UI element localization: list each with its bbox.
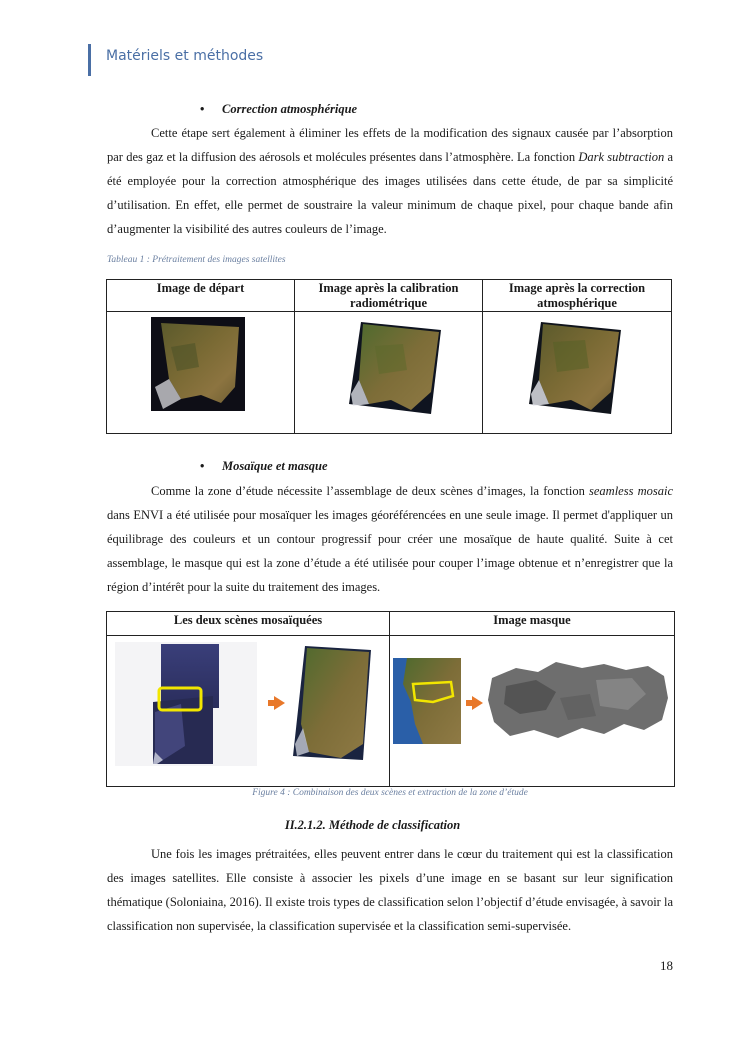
table1-header-depart: Image de départ [107, 280, 295, 312]
header-section-title: Matériels et méthodes [106, 48, 264, 64]
bullet-title: Correction atmosphérique [222, 102, 358, 116]
page-number: 18 [660, 958, 673, 973]
arrow-icon [472, 696, 483, 710]
table2-header-scenes: Les deux scènes mosaïquées [107, 612, 390, 636]
satellite-image-original [151, 317, 247, 413]
figure4-caption: Figure 4 : Combinaison des deux scènes et extraction de la zone d’étude [252, 788, 528, 798]
study-area-map [393, 658, 461, 744]
satellite-image-calibrated [345, 318, 445, 418]
paragraph-mosaique: Comme la zone d’étude nécessite l’assemblage de deux scènes d’images, la fonction seamless mosaic dans ENVI a été utilisée pour mosaïquer les images géoréférencées en une seule image. Il permet d'appliquer un équilibrage des couleurs et un contour progressif pour créer une mosaïque de haute qualité. Suite à cet assemblage, le masque qui est la zone d’étude a été utilisée pour couper l’image obtenue et n’enregistrer que la région d’intérêt pour la suite du traitement des images. [107, 484, 673, 594]
table1-caption: Tableau 1 : Prétraitement des images satellites [107, 255, 286, 265]
table-mosaique [106, 611, 675, 787]
mosaic-result-image [291, 644, 373, 764]
satellite-image-corrected [525, 318, 625, 418]
masked-image [486, 658, 670, 742]
paragraph-correction: Cette étape sert également à éliminer les effets de la modification des signaux causée par l’absorption par des gaz et la diffusion des aérosols et molécules présentes dans l’atmosphère. La fonction Dark subtraction a été employée pour la correction atmosphérique des images utilisées dans cette étude, de par sa simplicité d’utilisation. En effet, elle permet de soustraire la valeur minimum de chaque pixel, pour chaque bande afin d’augmenter la visibilité des autres couleurs de l’image. [107, 126, 673, 236]
bullet-mosaique-masque: • Mosaïque et masque [200, 459, 328, 473]
table1-header-calibration: Image après la calibration radiométrique [295, 280, 483, 312]
subheading-classification: II.2.1.2. Méthode de classification [284, 818, 461, 832]
bullet-correction-atmospherique: • Correction atmosphérique [200, 102, 358, 116]
table2-header-masque: Image masque [390, 612, 675, 636]
table1-header-correction: Image après la correction atmosphérique [483, 280, 672, 312]
bullet-title: Mosaïque et masque [222, 459, 328, 473]
arrow-icon [274, 696, 285, 710]
header-accent-bar [88, 44, 91, 76]
table-pretraitement [106, 279, 672, 434]
two-scenes-image [115, 642, 257, 766]
paragraph-classification: Une fois les images prétraitées, elles peuvent entrer dans le cœur du traitement qui est la classification des images satellites. Elle consiste à associer les pixels d’une image en se basant sur leur signification thématique (Soloniaina, 2016). Il existe trois types de classification selon l’objectif d’étude envisagée, à savoir la classification non supervisée, la classification supervisée et la classification semi-supervisée. [107, 847, 673, 933]
